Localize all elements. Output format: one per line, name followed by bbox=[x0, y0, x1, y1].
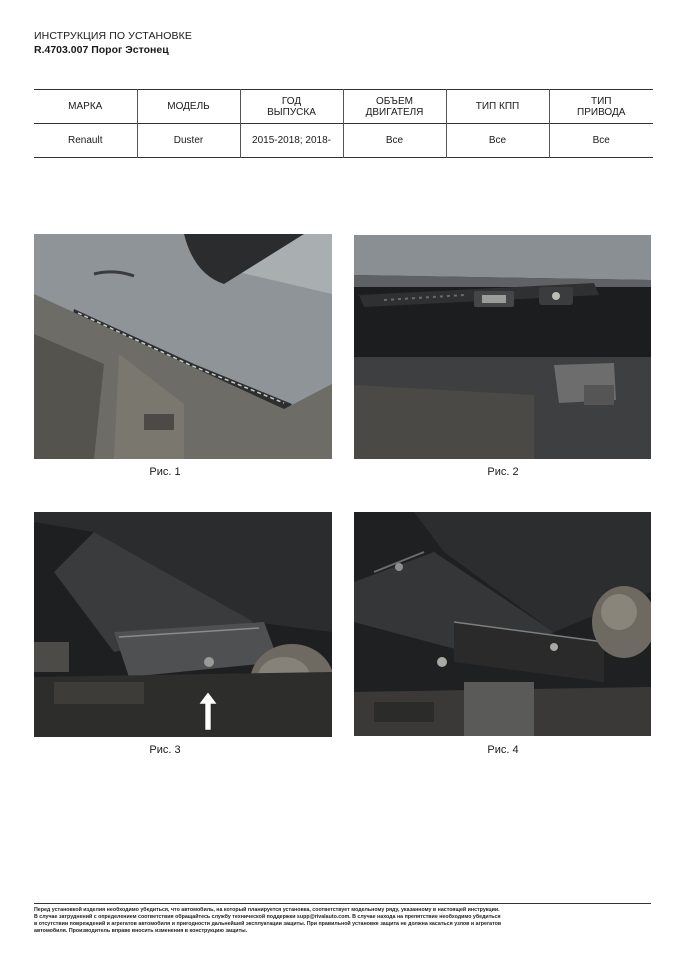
footer-line: Перед установкой изделия необходимо убедиться, что автомобиль, на который планируется установка, соответствует модельному ряду, указанному в настоящей инструкции. bbox=[34, 907, 500, 913]
cell-year: 2015-2018; 2018- bbox=[240, 124, 343, 158]
footer-line: в отсутствии повреждений и агрегатов автомобиля и пригодности дальнейшей эксплуатации защиты. При правильной установке защита не должна касаться узлов и агрегатов bbox=[34, 921, 502, 927]
figure-1-photo bbox=[34, 234, 332, 459]
footer-divider bbox=[34, 903, 651, 904]
footer-line: В случае затруднений с определением соответствия обращайтесь службу технической поддержки supp@rivalauto.com. В случае находа на препятствие необходимо убедиться bbox=[34, 914, 501, 920]
document-title: ИНСТРУКЦИЯ ПО УСТАНОВКЕ bbox=[34, 30, 192, 42]
table-header-row bbox=[34, 90, 653, 124]
column-header-drive: ТИП ПРИВОДА bbox=[549, 90, 653, 124]
column-header-gearbox: ТИП КПП bbox=[446, 90, 549, 124]
column-header-model: МОДЕЛЬ bbox=[137, 90, 240, 124]
cell-model: Duster bbox=[137, 124, 240, 158]
figure-4-photo bbox=[354, 512, 651, 736]
footer-line: автомобиля. Производитель вправе вносить изменения в конструкцию защиты. bbox=[34, 928, 248, 934]
column-header-engine: ОБЪЕМ ДВИГАТЕЛЯ bbox=[343, 90, 446, 124]
product-code-name: R.4703.007 Порог Эстонец bbox=[34, 44, 169, 56]
vehicle-compatibility-table bbox=[34, 89, 653, 158]
cell-drive: Все bbox=[549, 124, 653, 158]
figure-3-caption: Рис. 3 bbox=[149, 744, 181, 756]
table-row bbox=[34, 124, 653, 158]
column-header-make: МАРКА bbox=[68, 101, 103, 112]
cell-gearbox: Все bbox=[446, 124, 549, 158]
cell-make: Renault bbox=[68, 135, 103, 146]
figure-4-caption: Рис. 4 bbox=[487, 744, 519, 756]
footer-disclaimer bbox=[34, 907, 651, 935]
figure-2-caption: Рис. 2 bbox=[487, 466, 519, 478]
figure-2-photo bbox=[354, 235, 651, 459]
figure-3-photo bbox=[34, 512, 332, 737]
figure-1-caption: Рис. 1 bbox=[149, 466, 181, 478]
column-header-year: ГОД ВЫПУСКА bbox=[240, 90, 343, 124]
cell-engine: Все bbox=[343, 124, 446, 158]
